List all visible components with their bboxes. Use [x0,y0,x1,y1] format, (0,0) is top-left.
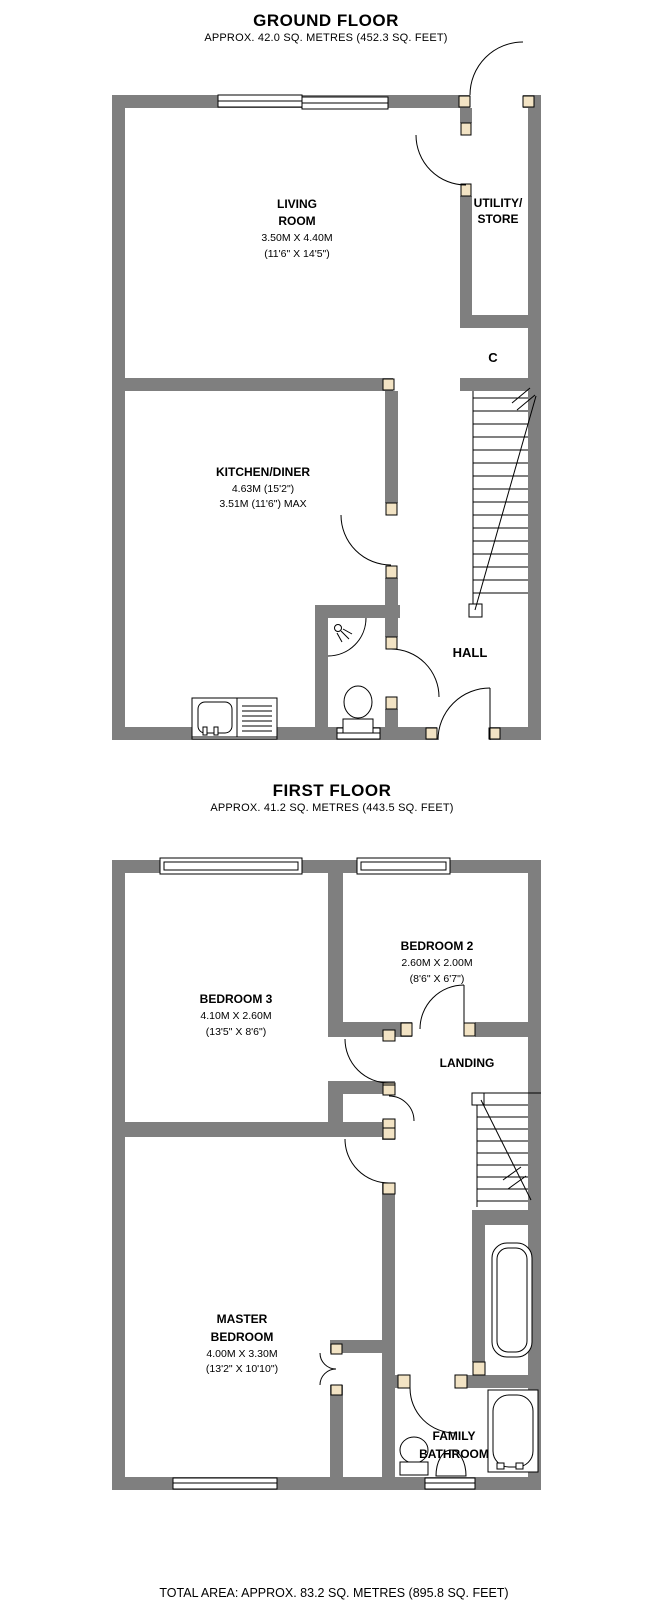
first-door-jambs [331,1023,485,1395]
total-area-text: TOTAL AREA: APPROX. 83.2 SQ. METRES (895.8 SQ. FEET) [159,1586,509,1600]
bathroom-window [425,1478,475,1489]
first-labels [200,939,495,1461]
bedroom3-window [160,858,302,874]
ground-fixtures [192,618,373,737]
kitchen-door-arc [341,515,391,565]
label-hall: HALL [452,645,488,660]
label-bedroom2-imp: (8'6" X 6'7") [409,973,465,985]
wc-toilet [343,686,373,733]
label-living-dim-metric: 3.50M X 4.40M [261,232,333,244]
label-living-room-1: LIVING [276,197,318,211]
label-utility-2: STORE [477,212,519,226]
label-utility-1: UTILITY/ [473,196,523,210]
first-floor-plan [0,755,672,1600]
label-master-1: MASTER [216,1312,268,1326]
ground-floor-plan [0,0,672,755]
bathroom-door-arc [410,1388,455,1433]
living-room-window-2 [302,97,388,109]
label-kitchen-dim-1: 4.63M (15'2") [231,483,295,495]
label-kitchen-dim-2: 3.51M (11'6") MAX [219,498,307,510]
kitchen-sink-unit [192,698,277,737]
living-room-window-1 [218,95,302,107]
wc-shower [328,618,366,656]
entrance-door-arc [470,42,523,95]
label-bedroom3-dim: 4.10M X 2.60M [200,1010,272,1022]
label-bathroom-1: FAMILY [432,1429,476,1443]
label-master-2: BEDROOM [210,1330,274,1344]
bedroom2-door [420,985,464,1029]
bathtub [488,1390,538,1472]
label-living-dim-imperial: (11'6" X 14'5") [264,248,330,260]
label-bedroom3-imp: (13'5" X 8'6") [205,1026,267,1038]
label-bedroom2: BEDROOM 2 [400,939,474,953]
ground-windows [192,95,388,739]
hot-water-cylinder [492,1243,532,1357]
master-door-arc [345,1139,389,1183]
ground-floor-title: GROUND FLOOR [253,11,399,30]
first-floor-area: APPROX. 41.2 SQ. METRES (443.5 SQ. FEET) [210,802,454,814]
label-bedroom2-dim: 2.60M X 2.00M [401,957,473,969]
ground-stairs [469,388,536,617]
bedroom2-window [357,858,450,874]
ground-labels [216,196,523,660]
label-master-dim: 4.00M X 3.30M [206,1348,278,1360]
bedroom3-door-arc [345,1039,389,1083]
landing-cupboard-door-arc [389,1096,414,1121]
label-landing: LANDING [439,1056,495,1070]
label-kitchen: KITCHEN/DINER [215,465,311,479]
label-living-room-2: ROOM [278,214,316,228]
ground-floor-header [204,11,447,44]
label-cupboard: C [488,350,498,365]
stair-newel-post [469,604,482,617]
ground-wall-openings [437,95,523,740]
first-floor-header [210,781,453,814]
ground-door-jambs [383,96,534,739]
utility-door-arc [416,135,466,185]
label-bedroom3: BEDROOM 3 [199,992,273,1006]
master-bedroom-window [173,1478,277,1489]
ground-floor-area: APPROX. 42.0 SQ. METRES (452.3 SQ. FEET) [204,32,448,44]
label-bathroom-2: BATHROOM [419,1447,489,1461]
label-master-imp: (13'2" X 10'10") [205,1363,279,1375]
first-floor-title: FIRST FLOOR [272,781,392,800]
wc-door-arc [391,649,439,697]
wardrobe-double-doors [320,1353,336,1385]
ground-walls [112,95,541,740]
